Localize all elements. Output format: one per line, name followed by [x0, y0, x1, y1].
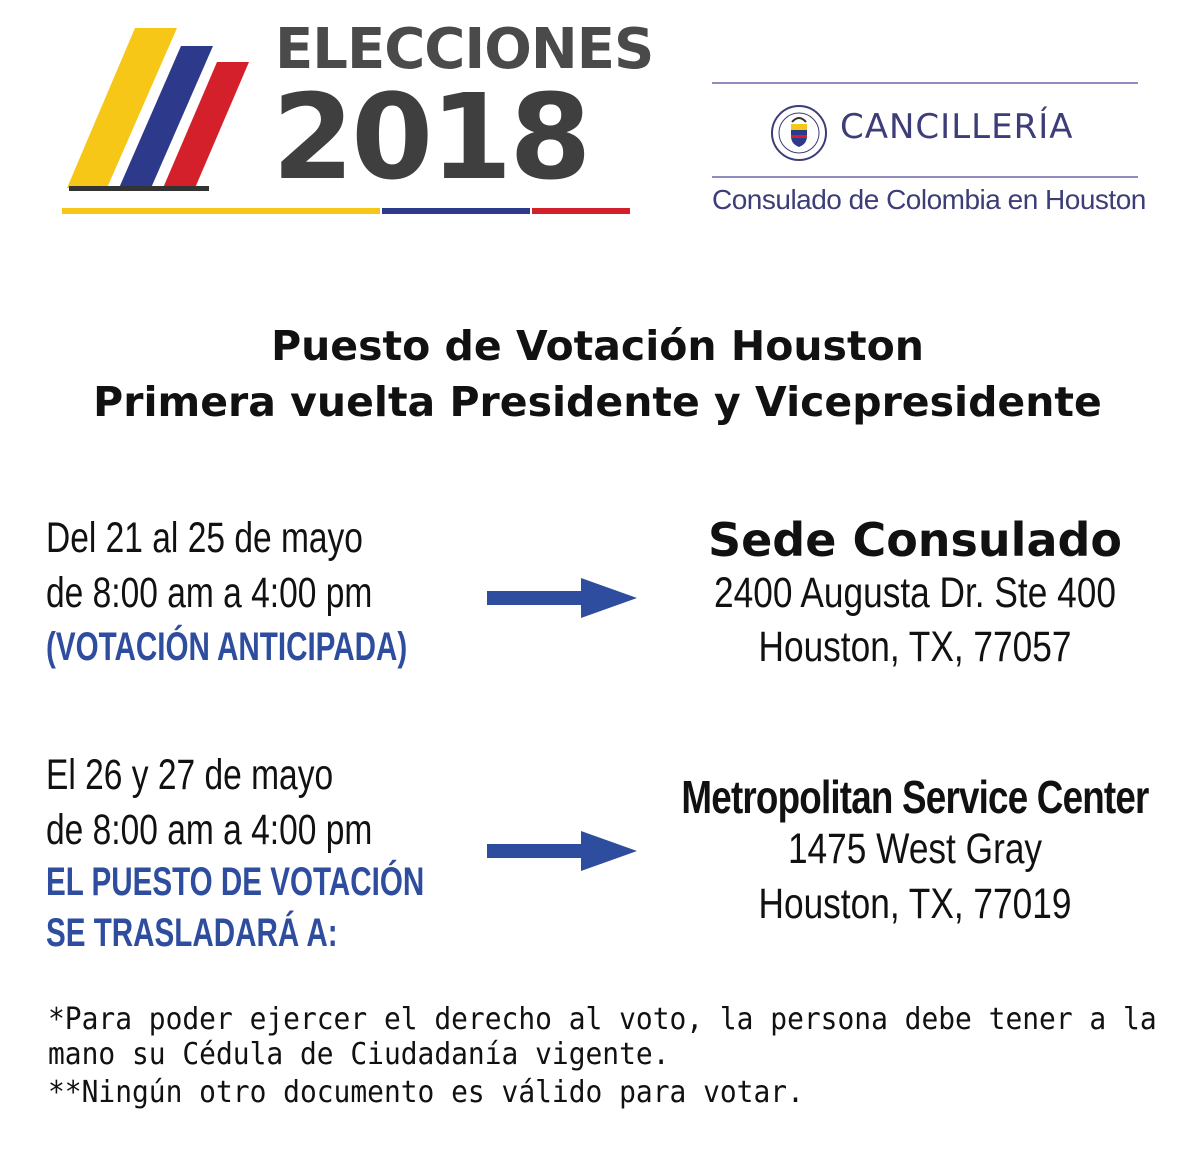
venue-address-city: Houston, TX, 77019	[758, 880, 1072, 928]
schedule-dates: El 26 y 27 de mayo	[46, 751, 334, 799]
colombia-coat-of-arms-icon	[770, 104, 828, 162]
headline-line2: Primera vuelta Presidente y Vicepresidente	[93, 378, 1102, 426]
title-underline-yellow	[62, 208, 380, 214]
footnote-requirement: *Para poder ejercer el derecho al voto, la persona debe tener a la	[48, 1002, 1157, 1037]
schedule-note-line2: SE TRASLADARÁ A:	[46, 911, 338, 955]
venue-name: Sede Consulado	[707, 513, 1123, 567]
arrow-right-icon	[487, 829, 639, 873]
org-subtitle: Consulado de Colombia en Houston	[712, 184, 1146, 215]
schedule-note: (VOTACIÓN ANTICIPADA)	[46, 625, 408, 669]
schedule-note-line1: EL PUESTO DE VOTACIÓN	[46, 860, 425, 904]
venue-address-street: 2400 Augusta Dr. Ste 400	[714, 569, 1116, 617]
venue-name: Metropolitan Service Center	[681, 771, 1149, 823]
footnote-validity: **Ningún otro documento es válido para votar.	[48, 1075, 804, 1110]
footnote-requirement-cont: mano su Cédula de Ciudadanía vigente.	[48, 1037, 670, 1072]
headline-line1: Puesto de Votación Houston	[271, 322, 924, 370]
schedule-hours: de 8:00 am a 4:00 pm	[46, 569, 373, 617]
title-underline-blue	[382, 208, 530, 214]
top-divider	[712, 82, 1138, 84]
venue-card-relocated	[620, 770, 1195, 940]
arrow-right-icon	[487, 576, 639, 620]
venue-card-early	[620, 512, 1195, 682]
venue-address-street: 1475 West Gray	[787, 825, 1043, 873]
venue-address-city: Houston, TX, 77057	[758, 623, 1072, 671]
bottom-divider	[712, 176, 1138, 178]
title-underline-red	[532, 208, 630, 214]
elecciones-title: ELECCIONES	[275, 17, 654, 82]
org-name: CANCILLERÍA	[840, 107, 1074, 147]
election-year: 2018	[272, 68, 589, 206]
schedule-hours: de 8:00 am a 4:00 pm	[46, 806, 373, 854]
schedule-dates: Del 21 al 25 de mayo	[46, 514, 363, 562]
flag-stripes-logo	[55, 20, 265, 220]
